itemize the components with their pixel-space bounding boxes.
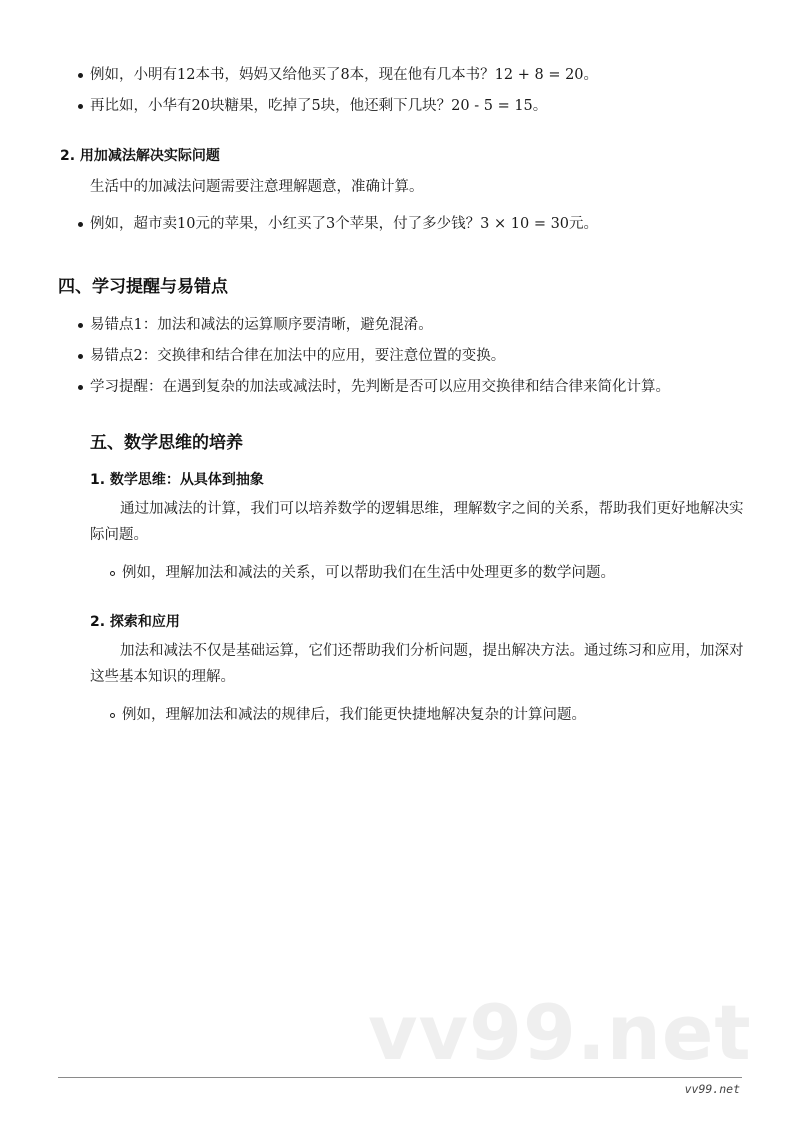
watermark: vv99.net xyxy=(368,988,752,1077)
footer-label: vv99.net xyxy=(684,1082,740,1096)
section-heading: 四、学习提醒与易错点 xyxy=(58,277,228,297)
paragraph: 加法和减法不仅是基础运算，它们还帮助我们分析问题，提出解决方法。通过练习和应用，加深对这些基本知识的理解。 xyxy=(90,643,744,685)
list-item: 例如，超市卖10元的苹果，小红买了3个苹果，付了多少钱？3 × 10 = 30元。 xyxy=(90,216,599,232)
list-item: 例如，理解加法和减法的关系，可以帮助我们在生活中处理更多的数学问题。 xyxy=(122,565,615,581)
bullet-dot xyxy=(78,354,83,359)
list-item: 易错点1：加法和减法的运算顺序要清晰，避免混淆。 xyxy=(90,317,433,333)
list-item: 再比如，小华有20块糖果，吃掉了5块，他还剩下几块？20 - 5 = 15。 xyxy=(90,98,548,114)
subsection-heading: 1. 数学思维：从具体到抽象 xyxy=(90,472,264,488)
section-heading: 五、数学思维的培养 xyxy=(90,433,243,453)
bullet-dot xyxy=(78,323,83,328)
bullet-dot xyxy=(78,104,83,109)
bullet-dot xyxy=(78,222,83,227)
subsection-heading: 2. 用加减法解决实际问题 xyxy=(60,148,220,164)
bullet-circle xyxy=(110,571,115,576)
bullet-dot xyxy=(78,73,83,78)
footer-divider xyxy=(58,1077,742,1078)
paragraph: 生活中的加减法问题需要注意理解题意，准确计算。 xyxy=(90,179,424,195)
bullet-dot xyxy=(78,385,83,390)
list-item: 例如，理解加法和减法的规律后，我们能更快捷地解决复杂的计算问题。 xyxy=(122,707,586,723)
list-item: 易错点2：交换律和结合律在加法中的应用，要注意位置的变换。 xyxy=(90,348,506,364)
list-item: 学习提醒：在遇到复杂的加法或减法时，先判断是否可以应用交换律和结合律来简化计算。 xyxy=(90,379,670,395)
paragraph: 通过加减法的计算，我们可以培养数学的逻辑思维，理解数字之间的关系，帮助我们更好地解决实际问题。 xyxy=(90,501,744,543)
list-item: 例如，小明有12本书，妈妈又给他买了8本，现在他有几本书？12 + 8 = 20。 xyxy=(90,67,599,83)
bullet-circle xyxy=(110,713,115,718)
subsection-heading: 2. 探索和应用 xyxy=(90,614,180,630)
